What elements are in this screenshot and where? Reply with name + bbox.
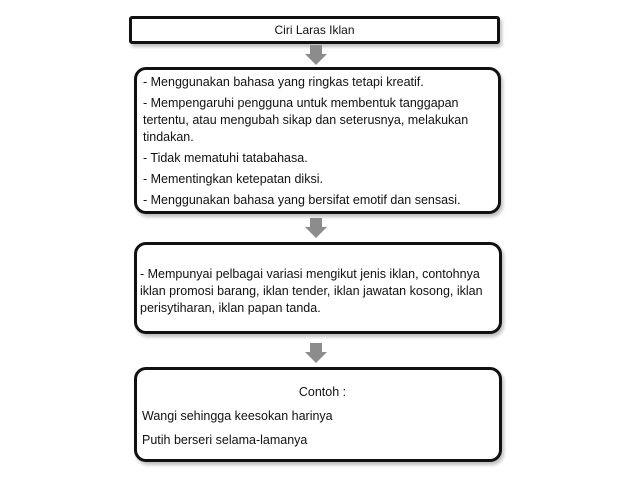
characteristic-item: - Mempengaruhi pengguna untuk membentuk tanggapan tertentu, atau mengubah sikap dan seterusnya, melakukan tindakan. [143,96,469,144]
variation-box [134,242,502,334]
variation-text: - Mempunyai pelbagai variasi mengikut jenis iklan, contohnya iklan promosi barang, iklan tender, iklan jawatan kosong, iklan perisytiharan, iklan papan tanda. [140,267,483,315]
characteristics-box [134,67,501,214]
characteristic-item: - Tidak mematuhi tatabahasa. [143,151,308,165]
characteristic-item: - Menggunakan bahasa yang bersifat emotif dan sensasi. [143,193,461,207]
title-box [129,16,500,44]
example-line: Putih berseri selama-lamanya [142,433,308,447]
down-arrow-icon [305,218,327,238]
down-arrow-icon [305,45,327,65]
example-box [134,367,502,462]
example-line: Wangi sehingga keesokan harinya [142,409,333,423]
characteristic-item: - Menggunakan bahasa yang ringkas tetapi kreatif. [143,75,424,89]
down-arrow-icon [305,343,327,363]
example-heading: Contoh : [298,385,347,399]
diagram-title: Ciri Laras Iklan [274,23,355,37]
characteristic-item: - Mementingkan ketepatan diksi. [143,172,323,186]
